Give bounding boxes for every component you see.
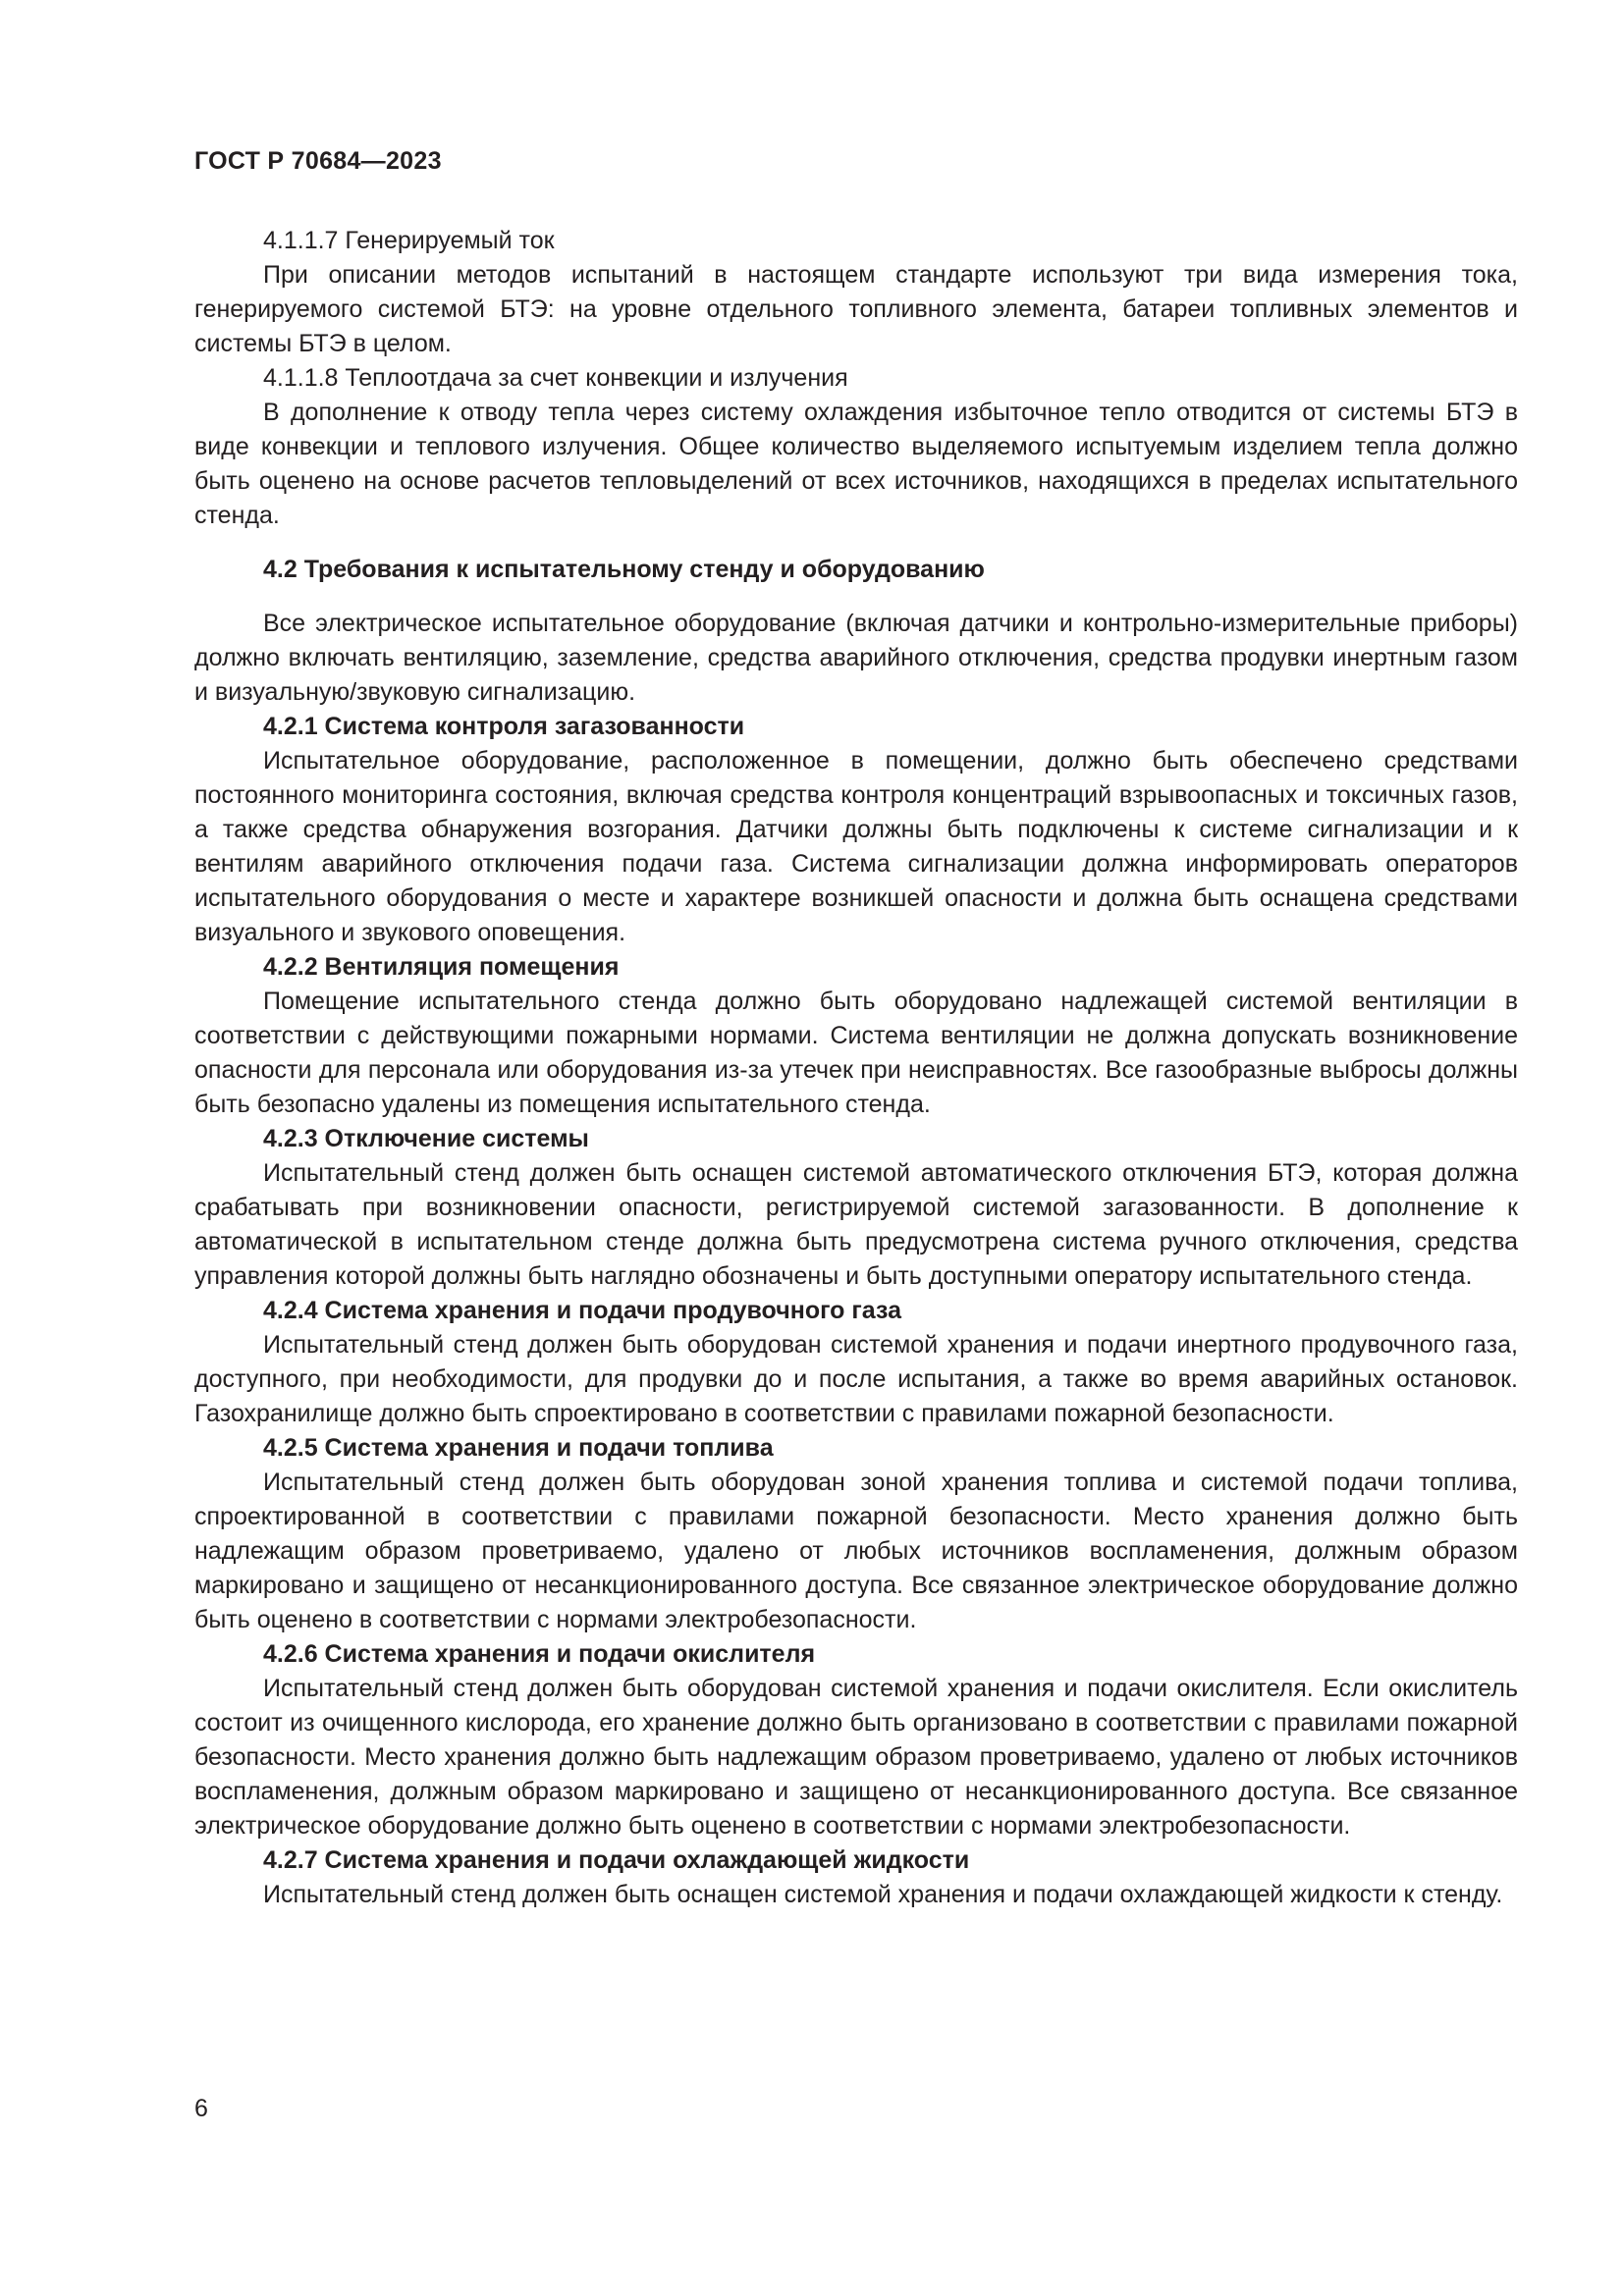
paragraph: Испытательный стенд должен быть оснащен системой хранения и подачи охлаждающей жидкости к стенду. (263, 1881, 1503, 1908)
document-header: ГОСТ Р 70684—2023 (194, 147, 442, 175)
paragraph: Все электрическое испытательное оборудование (включая датчики и контрольно-измерительные приборы) должно включать вентиляцию, заземление, средства аварийного отключения, средства продувки инертным газом и визуальную/звуковую сигнализацию. (194, 610, 1518, 706)
paragraph: Испытательное оборудование, расположенное в помещении, должно быть обеспечено средствами постоянного мониторинга состояния, включая средства контроля концентраций взрывоопасных и токсичных газов, а также средства обнаружения возгорания. Датчики должны быть подключены к системе сигнализации и к вентилям аварийного отключения подачи газа. Система сигнализации должна информировать операторов испытательного оборудования о месте и характере возникшей опасности и должна быть оснащена средствами визуального и звукового оповещения. (194, 747, 1518, 946)
subsection-heading: 4.2.4 Система хранения и подачи продувочного газа (263, 1297, 902, 1324)
paragraph: Помещение испытательного стенда должно быть оборудовано надлежащей системой вентиляции в соответствии с действующими пожарными нормами. Система вентиляции не должна допускать возникновение опасности для персонала или оборудования из-за утечек при неисправностях. Все газообразные выбросы должны быть безопасно удалены из помещения испытательного стенда. (194, 988, 1518, 1118)
paragraph: При описании методов испытаний в настоящем стандарте используют три вида измерения тока, генерируемого системой БТЭ: на уровне отдельного топливного элемента, батареи топливных элементов и системы БТЭ в целом. (194, 261, 1518, 357)
paragraph: Испытательный стенд должен быть оснащен системой автоматического отключения БТЭ, которая должна срабатывать при возникновении опасности, регистрируемой системой загазованности. В дополнение к автоматической в испытательном стенде должна быть предусмотрена система ручного отключения, средства управления которой должны быть наглядно обозначены и быть доступными оператору испытательного стенда. (194, 1159, 1518, 1290)
paragraph: Испытательный стенд должен быть оборудован зоной хранения топлива и системой подачи топлива, спроектированной в соответствии с правилами пожарной безопасности. Место хранения должно быть надлежащим образом проветриваемо, удалено от любых источников воспламенения, должным образом маркировано и защищено от несанкционированного доступа. Все связанное электрическое оборудование должно быть оценено в соответствии с нормами электробезопасности. (194, 1468, 1518, 1633)
subsection-heading: 4.2.7 Система хранения и подачи охлаждающей жидкости (263, 1846, 970, 1874)
section-heading: 4.2 Требования к испытательному стенду и оборудованию (263, 556, 985, 583)
paragraph: Испытательный стенд должен быть оборудован системой хранения и подачи инертного продувочного газа, доступного, при необходимости, для продувки до и после испытания, а также во время аварийных остановок. Газохранилище должно быть спроектировано в соответствии с правилами пожарной безопасности. (194, 1331, 1518, 1427)
clause-title: 4.1.1.7 Генерируемый ток (263, 227, 555, 254)
paragraph: Испытательный стенд должен быть оборудован системой хранения и подачи окислителя. Если окислитель состоит из очищенного кислорода, его хранение должно быть организовано в соответствии с правилами пожарной безопасности. Место хранения должно быть надлежащим образом проветриваемо, удалено от любых источников воспламенения, должным образом маркировано и защищено от несанкционированного доступа. Все связанное электрическое оборудование должно быть оценено в соответствии с нормами электробезопасности. (194, 1675, 1518, 1840)
clause-title: 4.1.1.8 Теплоотдача за счет конвекции и излучения (263, 364, 848, 392)
subsection-heading: 4.2.6 Система хранения и подачи окислителя (263, 1640, 816, 1668)
subsection-heading: 4.2.5 Система хранения и подачи топлива (263, 1434, 774, 1462)
subsection-heading: 4.2.3 Отключение системы (263, 1125, 589, 1152)
document-body (194, 224, 1518, 1912)
paragraph: В дополнение к отводу тепла через систему охлаждения избыточное тепло отводится от системы БТЭ в виде конвекции и теплового излучения. Общее количество выделяемого испытуемым изделием тепла должно быть оценено на основе расчетов тепловыделений от всех источников, находящихся в пределах испытательного стенда. (194, 399, 1518, 529)
subsection-heading: 4.2.1 Система контроля загазованности (263, 713, 745, 740)
subsection-heading: 4.2.2 Вентиляция помещения (263, 953, 620, 981)
page-number: 6 (194, 2095, 208, 2122)
